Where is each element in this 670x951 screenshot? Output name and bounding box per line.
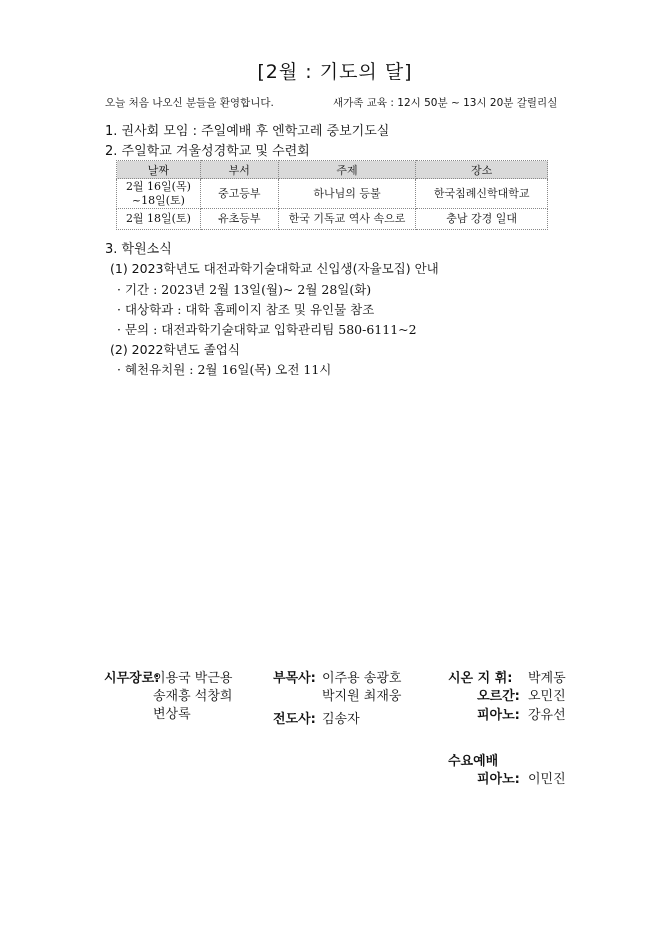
news-1-heading: (1) 2023학년도 대전과학기술대학교 신입생(자율모집) 안내: [110, 261, 439, 276]
elders-names: 송재흥 석창희: [153, 689, 233, 704]
table-row: [117, 179, 548, 209]
cell-date: 2월 18일(토): [117, 209, 201, 230]
elders-label: 시무장로:: [104, 671, 160, 686]
page-title: [2월 : 기도의 달]: [257, 61, 413, 83]
associate-pastor-names: 박지원 최재웅: [322, 689, 402, 704]
date-line-2: ~18일(토): [131, 193, 185, 207]
elders-names: 이용국 박근용: [153, 671, 233, 686]
news-2-bullet: · 혜천유치원 : 2월 16일(목) 오전 11시: [117, 362, 332, 377]
item-2: 2. 주일학교 겨울성경학교 및 수련회: [105, 144, 310, 159]
elders-names: 변상록: [153, 707, 191, 722]
education-notice: 새가족 교육 : 12시 50분 ~ 13시 20분 갈릴리실: [333, 97, 558, 109]
organist-label: 오르간:: [477, 689, 520, 704]
news-1-bullet: · 문의 : 대전과학기술대학교 입학관리팀 580-6111~2: [117, 322, 417, 337]
cell-dept: 중고등부: [200, 179, 278, 209]
news-1-bullet: · 기간 : 2023년 2월 13일(월)~ 2월 28일(화): [117, 282, 372, 297]
wednesday-pianist-name: 이민진: [528, 772, 566, 787]
conductor-name: 박계동: [528, 671, 566, 686]
header-theme: 주제: [278, 161, 416, 179]
table-header-row: [117, 161, 548, 179]
table-row: [117, 209, 548, 230]
evangelist-label: 전도사:: [273, 712, 316, 727]
item-1: 1. 권사회 모임 : 주일예배 후 엔학고레 중보기도실: [105, 124, 390, 139]
header-dept: 부서: [200, 161, 278, 179]
pianist-label: 피아노:: [477, 708, 520, 723]
cell-place: 충남 강경 일대: [416, 209, 548, 230]
header-place: 장소: [416, 161, 548, 179]
cell-theme: 한국 기독교 역사 속으로: [278, 209, 416, 230]
header-date: 날짜: [117, 161, 201, 179]
cell-theme: 하나님의 등불: [278, 179, 416, 209]
associate-pastor-names: 이주용 송광호: [322, 671, 402, 686]
date-line-1: 2월 16일(목): [125, 179, 191, 193]
wednesday-pianist-label: 피아노:: [477, 772, 520, 787]
evangelist-name: 김송자: [322, 712, 360, 727]
cell-date: [117, 179, 201, 209]
cell-place: 한국침례신학대학교: [416, 179, 548, 209]
associate-pastor-label: 부목사:: [273, 671, 316, 686]
news-1-bullet: · 대상학과 : 대학 홈페이지 참조 및 유인물 참조: [117, 302, 375, 317]
cell-dept: 유초등부: [200, 209, 278, 230]
news-2-heading: (2) 2022학년도 졸업식: [110, 342, 240, 357]
conductor-label: 시온 지 휘:: [448, 671, 513, 686]
schedule-table: [116, 160, 548, 230]
welcome-text: 오늘 처음 나오신 분들을 환영합니다.: [105, 97, 274, 109]
pianist-name: 강유선: [528, 708, 566, 723]
wednesday-service-label: 수요예배: [448, 754, 499, 769]
item-3: 3. 학원소식: [105, 242, 172, 257]
organist-name: 오민진: [528, 689, 566, 704]
